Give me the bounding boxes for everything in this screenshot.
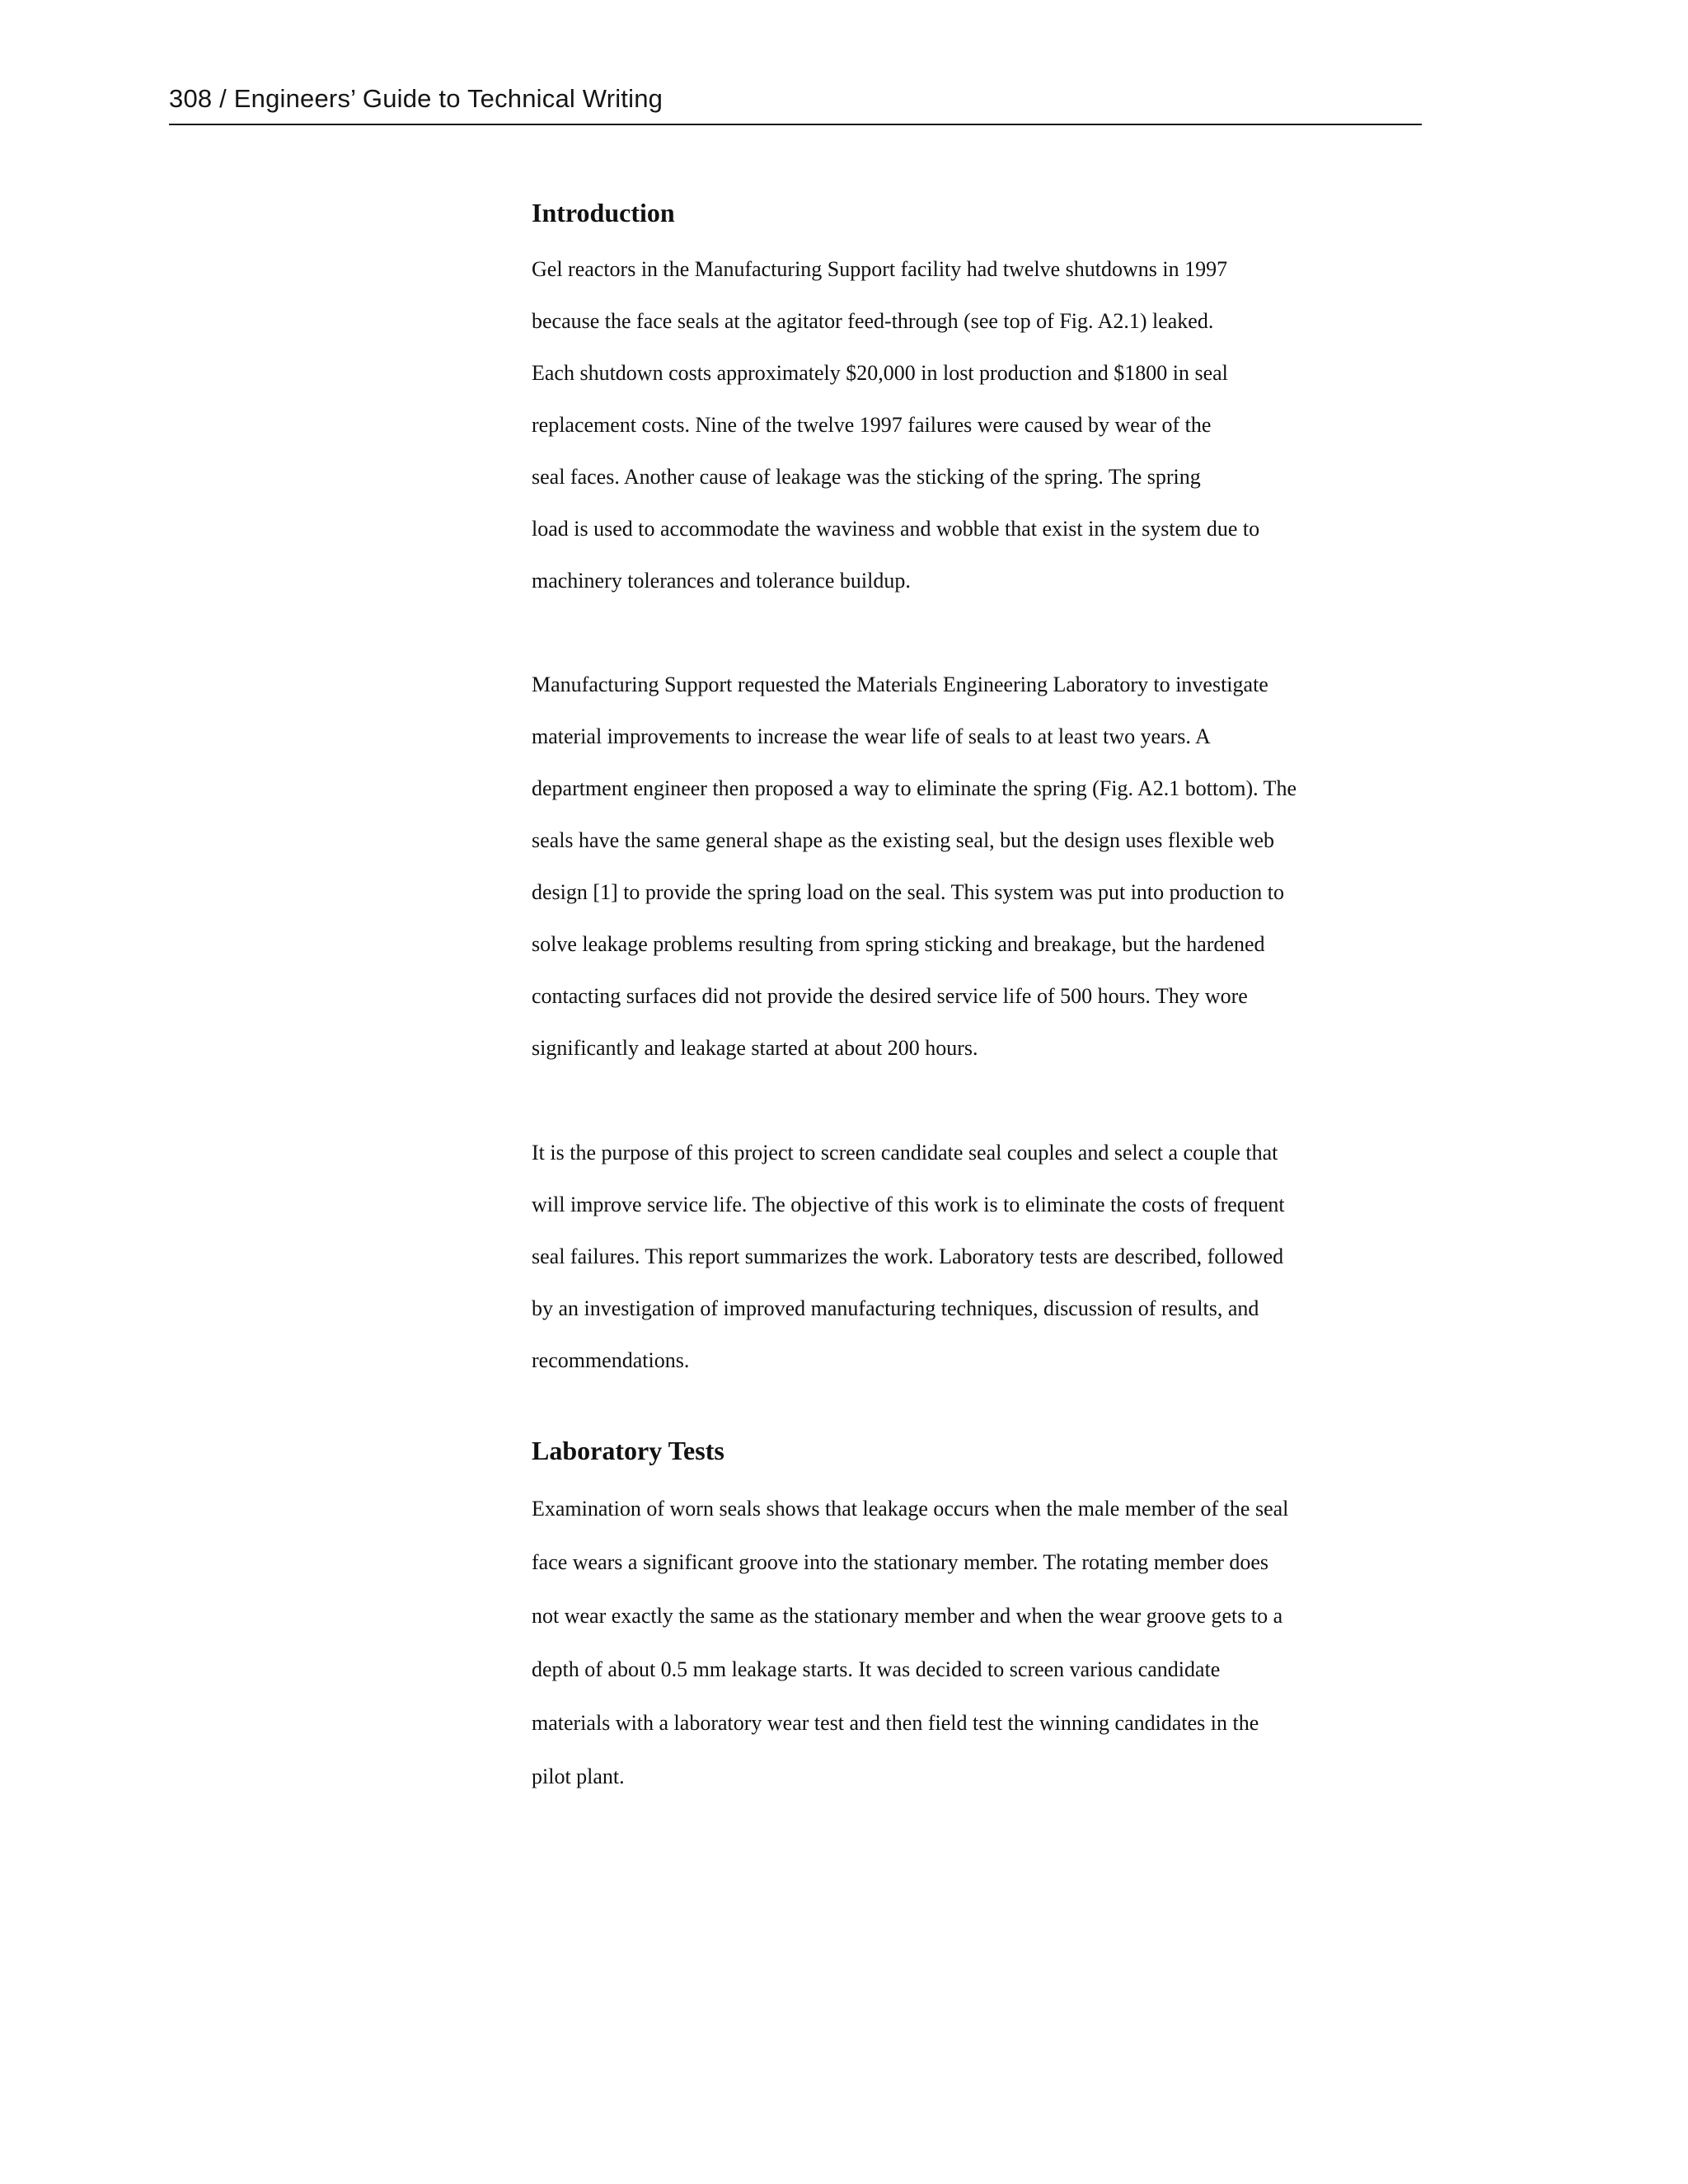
running-head bbox=[169, 81, 1422, 125]
text-line: load is used to accommodate the waviness and wobble that exist in the system due to bbox=[532, 517, 1260, 541]
text-line: material improvements to increase the wear life of seals to at least two years. A bbox=[532, 724, 1211, 748]
section-heading-laboratory-tests: Laboratory Tests bbox=[532, 1436, 724, 1465]
running-head-text: 308 / Engineers’ Guide to Technical Writing bbox=[169, 84, 663, 113]
text-line: because the face seals at the agitator feed-through (see top of Fig. A2.1) leaked. bbox=[532, 309, 1214, 333]
text-line: seals have the same general shape as the existing seal, but the design uses flexible web bbox=[532, 828, 1275, 852]
text-line: Gel reactors in the Manufacturing Support facility had twelve shutdowns in 1997 bbox=[532, 257, 1228, 281]
section-heading-introduction: Introduction bbox=[532, 198, 675, 227]
text-line: will improve service life. The objective of this work is to eliminate the costs of frequent bbox=[532, 1193, 1285, 1216]
text-line: materials with a laboratory wear test and then field test the winning candidates in the bbox=[532, 1711, 1259, 1735]
text-line: by an investigation of improved manufacturing techniques, discussion of results, and bbox=[532, 1296, 1259, 1320]
text-line: It is the purpose of this project to screen candidate seal couples and select a couple that bbox=[532, 1141, 1278, 1165]
text-line: pilot plant. bbox=[532, 1765, 625, 1788]
text-line: Manufacturing Support requested the Materials Engineering Laboratory to investigate bbox=[532, 673, 1268, 696]
text-line: Each shutdown costs approximately $20,000 in lost production and $1800 in seal bbox=[532, 361, 1228, 385]
text-line: design [1] to provide the spring load on the seal. This system was put into production to bbox=[532, 880, 1285, 904]
text-line: contacting surfaces did not provide the desired service life of 500 hours. They wore bbox=[532, 984, 1248, 1008]
text-line: department engineer then proposed a way to eliminate the spring (Fig. A2.1 bottom). The bbox=[532, 776, 1297, 800]
text-line: solve leakage problems resulting from spring sticking and breakage, but the hardened bbox=[532, 932, 1265, 956]
text-line: depth of about 0.5 mm leakage starts. It was decided to screen various candidate bbox=[532, 1657, 1221, 1681]
text-line: recommendations. bbox=[532, 1348, 690, 1372]
text-line: significantly and leakage started at about 200 hours. bbox=[532, 1036, 978, 1060]
text-line: face wears a significant groove into the stationary member. The rotating member does bbox=[532, 1550, 1269, 1574]
text-line: seal faces. Another cause of leakage was the sticking of the spring. The spring bbox=[532, 465, 1201, 489]
text-line: Examination of worn seals shows that leakage occurs when the male member of the seal bbox=[532, 1497, 1289, 1521]
text-line: seal failures. This report summarizes the work. Laboratory tests are described, followed bbox=[532, 1244, 1284, 1268]
text-line: replacement costs. Nine of the twelve 1997 failures were caused by wear of the bbox=[532, 413, 1212, 437]
text-line: machinery tolerances and tolerance buildup. bbox=[532, 569, 911, 593]
text-line: not wear exactly the same as the stationary member and when the wear groove gets to a bbox=[532, 1604, 1283, 1628]
